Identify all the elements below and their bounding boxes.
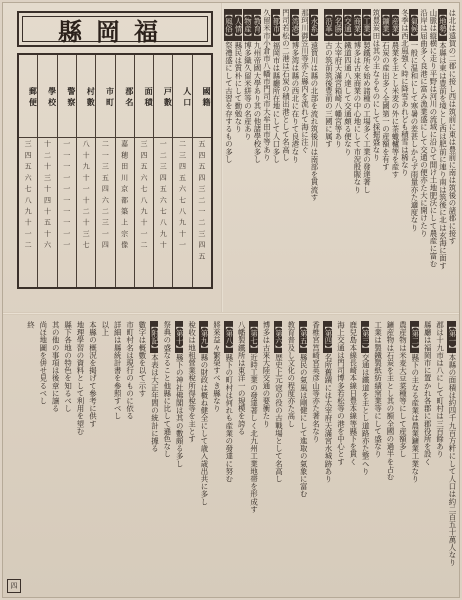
text-column: 【湾港】博多湾は縣の西北に在りて良港なり [291,10,300,164]
text-column: 工業は製鐵製紙紡績窯業等にして盛なり [373,321,383,458]
text-column: 農産物は米麦大豆菜種等にして産額多し [398,321,408,458]
statistics-table [17,53,213,289]
table-column-values: 五 四 五 四 三 二 一 二 三 四 五 [197,140,206,261]
table-column-values: 二 一 三 五 四 六 二 三 一 四 [101,140,110,250]
document-sheet [2,2,460,598]
table-column-values: 一 二 三 四 五 六 七 八 九 十 [159,140,168,250]
text-column: 八幡製鐵所は東洋一の規模を誇る [237,321,247,435]
text-column: 教育普及し文化の程度亦た高し [286,321,296,428]
text-column: 數字は概數を以て示す [138,321,147,397]
title-box [17,11,213,47]
text-column: 【第四】名所舊蹟には太宰府天滿宮水城跡あり [324,322,333,483]
table-column [95,55,114,287]
table-column [76,55,95,287]
text-column: 【鑛業】石炭の産出多く全國第一の産額を有す [381,10,391,171]
table-column-values: 一 一 一 一 一 一 一 一 一 一 [62,140,71,250]
text-column: 【交通】鐵道四通八達して交通頗る便なり [343,10,353,156]
text-column: 筑豊炭田は其の主なるものにして採掘盛なり [372,9,381,161]
table-column-header: 戸 數 [154,55,172,138]
table-column-header: 郵 便 [19,55,37,138]
table-column-values: 三 四 五 六 七 八 九 十 一 二 [24,140,33,250]
table-column-values: 二 三 四 五 六 七 八 九 十 一 [178,140,187,250]
fold-line-horizontal [3,312,459,315]
table-column-header: 市 町 [96,55,114,138]
text-column: 縣廳は福岡市に置かれ各郡に郡役所を設く [423,321,433,466]
text-column: 【産業】農業を主とし米麦の外に茶蠟櫨等を産す [391,10,400,179]
table-column-values: 十 二 十 三 十 四 十 五 十 六 [43,140,52,250]
text-column: 【第六】歴史上元寇の役の古戰場として名高し [274,322,284,483]
text-column: 本縣の概況を掲げて參考に供す [88,321,98,428]
text-column: 【氣候】一般に温和にして寒暑の差甚しからず雨量亦た適度なり [410,10,419,232]
text-column: 地理學習の資料として利用を望む [76,321,85,435]
table-column-header: 警 察 [58,55,76,138]
table-column-header: 國 籍 [193,55,211,138]
text-column: 【地勢】本縣は東は豊前を境とし西は肥前に連り南は筑後に北は玄海に面す [438,10,448,270]
text-column: 鑛産物は石炭を主とし其の額全國の過半を占む [386,321,395,481]
table-column-values: 嘉 穂 田 川 京 都 築 上 宗 像 [120,140,129,250]
text-column: 沿岸は屈曲多く良港に富み漁業盛にして交通の便亦た大に開けたり [419,9,429,237]
text-column: 【第九】縣の財政は概ね健全にして歳入歳出共に多し [200,322,209,506]
text-column: 【第七】近時工業の發達著しく北九州工業地帯を形成す [249,322,259,514]
table-column-header: 面 積 [135,55,153,138]
text-column: 【名勝】太宰府天滿宮箱崎八幡宮等あり [334,10,343,148]
text-column: 其の他の事項は後章に譲る [51,321,61,413]
text-column: 【都市】福岡市は縣廳所在地にして人口多し [272,10,281,164]
table-column-header: 郡 名 [116,55,134,138]
table-column-header: 人 口 [173,55,191,138]
table-column-values: 三 四 五 六 七 八 九 十 一 二 [139,140,148,250]
text-column: 祭典の盛なること他縣に比して遜色なし [162,321,172,458]
text-column: 以上 [100,321,110,337]
table-column-values: 八 十 九 十 一 十 二 十 三 七 [82,140,91,250]
text-column: 【第二】縣下の主なる産業は農業鑛業工業なり [410,322,420,483]
text-column: 【第十】縣下の神社佛閣は其の數頗る多し [175,322,185,468]
table-column [19,55,37,287]
text-column: 終 [26,321,36,329]
text-column: 【商業】博多は古來商業の中心地にして市況殷賑なり [353,10,362,194]
text-column: 【工業】製鐵所を始め諸種の工場多く工業の發達著し [362,10,372,194]
text-column: 市町村名は現行のものに依る [125,321,135,420]
table-column [153,55,172,287]
table-column [134,55,153,287]
text-column: 將來益々繁榮すべき縣なり [212,321,222,413]
text-column: 久留米市小倉市八幡市門司市大牟田市等あり [262,9,272,161]
text-column: 山脈は縦横に走り平野は河川の流域に沿ひて開け土地肥沃にして農産に富む [429,9,438,268]
text-column: 【第一】本縣の面積は約四千九百方粁にして人口は約二百五十萬人なり [448,322,457,567]
text-column: 冬季は西北風強く時に降雪あれども積雪は稀なり [400,9,410,177]
text-column: 郡は十九市は八にして町村は三百餘あり [435,321,445,458]
text-column: 【風俗】祭禮盛にして古習を存するもの多し [224,10,234,164]
table-column-header: 學 校 [38,55,56,138]
text-column: 香椎宮筥崎宮英彦山等亦た著名なり [311,321,321,443]
text-column: 門司若松の二港は石炭の積出港として名高し [281,9,291,161]
table-column [172,55,191,287]
text-column: 【人情】縣民は質朴にして勤勉なり [234,10,243,133]
table-column [57,55,76,287]
text-column: 海上交通は門司博多若松等の港を中心とす [336,321,346,466]
table-column [115,55,134,287]
text-column: 【水系】遠賀川は縣の北部を流れ筑後川は南部を貫流す [310,10,319,202]
text-column: 【教育】九州帝國大學あり其の他諸學校多し [253,10,262,164]
text-column: 鹿兒島本線長崎本線日豊本線等縣下を貫く [348,321,358,466]
text-column: 稅收は地租營業稅所得稅等を主とす [187,321,197,443]
text-column: 【附記】本表は大正年間の統計に據る [150,322,160,453]
text-column: は北は遠賀の二郡に接し西は筑前に東は豊前に南は筑後の諸郡に接す [448,9,457,245]
text-column: 博多は古來大陸交通の要衝たり [262,321,271,428]
text-column: 縣下各地の特色を知るべし [63,321,73,413]
table-column [37,55,56,287]
table-column [192,55,211,287]
page-number-box: 四 [7,579,21,593]
text-column: 詳細は縣統計書を參照すべし [113,321,123,420]
text-column: 【第八】縣下の町村は何れも産業の發達に努む [224,322,234,483]
table-column-header: 村 數 [77,55,95,138]
text-column: 尚ほ地圖を併せ見るべし [38,321,48,405]
text-column: 【物産】博多織久留米絣等の名産あり [243,10,253,141]
text-column: 【第五】縣民の氣風は剛健にして進取の氣象に富む [299,322,309,498]
text-column: 【第三】交通は鐵道を主とし道路亦た整へり [361,322,371,476]
text-column: 那珂川御笠川等亦た縣内を流れて海に注ぐ [300,9,310,154]
text-column: 【沿革】古の筑前筑後豊前の三國に属す [324,10,334,148]
page-title: 縣岡福 [58,16,172,46]
